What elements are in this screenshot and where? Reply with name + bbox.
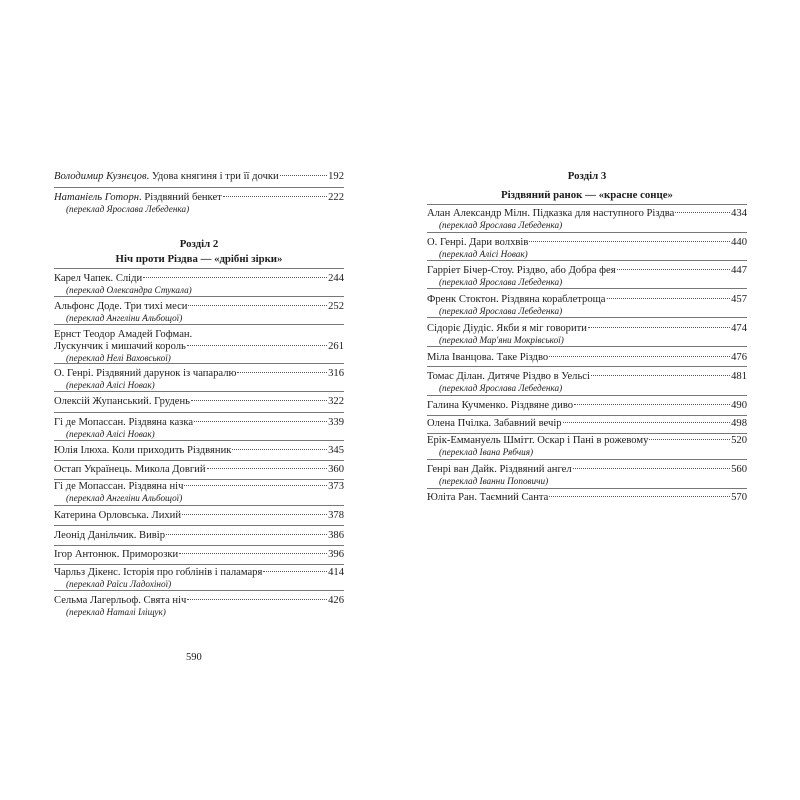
entry-title: Міла Іванцова. Таке Різдво bbox=[427, 352, 549, 363]
toc-entry[interactable] bbox=[427, 294, 747, 317]
entry-title: Сельма Лагерльоф. Свята ніч bbox=[54, 595, 187, 606]
leader-dots bbox=[675, 212, 730, 213]
entry-translator: (переклад Мар'яни Мокрівської) bbox=[439, 335, 564, 345]
leader-dots bbox=[529, 241, 730, 242]
toc-entry[interactable] bbox=[54, 329, 344, 364]
leader-dots bbox=[549, 356, 730, 357]
entry-page: 520 bbox=[731, 435, 747, 446]
entry-page: 457 bbox=[731, 294, 747, 305]
toc-entry[interactable] bbox=[54, 301, 344, 324]
entry-page: 396 bbox=[328, 549, 344, 560]
toc-entry[interactable] bbox=[54, 567, 344, 590]
entry-title: О. Генрі. Різдвяний дарунок із чапаралю bbox=[54, 368, 237, 379]
leader-dots bbox=[573, 468, 730, 469]
entry-separator bbox=[54, 268, 344, 269]
entry-title: Галина Кучменко. Різдвяне диво bbox=[427, 400, 574, 411]
entry-translator: (переклад Івана Рябчия) bbox=[439, 447, 534, 457]
entry-page: 426 bbox=[328, 595, 344, 606]
entry-translator: (переклад Іванни Поповичи) bbox=[439, 476, 549, 486]
leader-dots bbox=[263, 571, 327, 572]
entry-translator: (переклад Алісі Новак) bbox=[439, 249, 528, 259]
entry-page: 252 bbox=[328, 301, 344, 312]
toc-entry[interactable] bbox=[54, 417, 344, 440]
toc-entry[interactable] bbox=[427, 352, 747, 364]
entry-translator: (переклад Наталі Іліщук) bbox=[66, 607, 166, 617]
toc-entry[interactable] bbox=[54, 481, 344, 504]
entry-page: 476 bbox=[731, 352, 747, 363]
entry-page: 474 bbox=[731, 323, 747, 334]
leader-dots bbox=[574, 404, 730, 405]
toc-entry[interactable] bbox=[427, 400, 747, 412]
toc-entry[interactable] bbox=[427, 237, 747, 260]
entry-separator bbox=[427, 488, 747, 489]
leader-dots bbox=[591, 375, 730, 376]
entry-separator bbox=[54, 324, 344, 325]
leader-dots bbox=[588, 327, 730, 328]
entry-title: Чарльз Дікенс. Історія про гоблінів і паламаря bbox=[54, 567, 263, 578]
entry-separator bbox=[54, 363, 344, 364]
entry-author: Володимир Кузнєцов bbox=[54, 171, 147, 182]
toc-entry[interactable] bbox=[427, 323, 747, 346]
entry-page: 481 bbox=[731, 371, 747, 382]
entry-title: Гі де Мопассан. Різдвяна ніч bbox=[54, 481, 184, 492]
entry-separator bbox=[427, 288, 747, 289]
entry-page: 222 bbox=[328, 192, 344, 203]
leader-dots bbox=[232, 449, 327, 450]
entry-page: 498 bbox=[731, 418, 747, 429]
entry-page: 192 bbox=[328, 171, 344, 182]
entry-title: Альфонс Доде. Три тихі меси bbox=[54, 301, 188, 312]
entry-page: 386 bbox=[328, 530, 344, 541]
entry-title: Томас Ділан. Дитяче Різдво в Уельсі bbox=[427, 371, 590, 382]
entry-separator bbox=[54, 440, 344, 441]
entry-separator bbox=[427, 459, 747, 460]
entry-separator bbox=[427, 204, 747, 205]
entry-translator: (переклад Ярослава Лебеденка) bbox=[66, 204, 190, 214]
section-subtitle: Різдвяний ранок — «красне сонце» bbox=[501, 189, 673, 201]
entry-title: Остап Українець. Микола Довгий bbox=[54, 464, 206, 475]
leader-dots bbox=[549, 496, 730, 497]
leader-dots bbox=[188, 305, 327, 306]
leader-dots bbox=[194, 421, 327, 422]
leader-dots bbox=[191, 400, 327, 401]
entry-title: Карел Чапек. Сліди bbox=[54, 273, 143, 284]
leader-dots bbox=[187, 599, 327, 600]
entry-translator: (переклад Алісі Новак) bbox=[66, 429, 155, 439]
entry-title: Юліта Ран. Таємний Санта bbox=[427, 492, 549, 503]
entry-page: 570 bbox=[731, 492, 747, 503]
entry-translator: (переклад Олександра Стукала) bbox=[66, 285, 192, 295]
entry-separator bbox=[54, 479, 344, 480]
entry-translator: (переклад Ярослава Лебеденка) bbox=[439, 220, 563, 230]
entry-title: О. Генрі. Дари волхвів bbox=[427, 237, 529, 248]
entry-page: 490 bbox=[731, 400, 747, 411]
leader-dots bbox=[179, 553, 327, 554]
section-title: Розділ 2 bbox=[179, 238, 219, 250]
entry-translator: (переклад Алісі Новак) bbox=[66, 380, 155, 390]
entry-page: 345 bbox=[328, 445, 344, 456]
entry-title: Френк Стоктон. Різдвяна кораблетроща bbox=[427, 294, 606, 305]
entry-separator bbox=[427, 317, 747, 318]
entry-page: 261 bbox=[328, 341, 344, 352]
section-subtitle: Ніч проти Різдва — «дрібні зірки» bbox=[115, 253, 283, 265]
entry-separator bbox=[427, 395, 747, 396]
entry-page: 322 bbox=[328, 396, 344, 407]
toc-entry[interactable] bbox=[54, 368, 344, 391]
entry-separator bbox=[54, 296, 344, 297]
leader-dots bbox=[280, 175, 327, 176]
entry-translator: (переклад Ярослава Лебеденка) bbox=[439, 277, 563, 287]
toc-entry[interactable] bbox=[54, 510, 344, 522]
toc-entry[interactable] bbox=[54, 192, 344, 215]
toc-entry[interactable] bbox=[427, 208, 747, 231]
toc-entry[interactable] bbox=[54, 171, 344, 183]
entry-title: Гарріет Бічер-Стоу. Різдво, або Добра фея bbox=[427, 265, 616, 276]
entry-title: . Удова княгиня і три її дочки bbox=[146, 171, 279, 182]
entry-page: 434 bbox=[731, 208, 747, 219]
entry-separator bbox=[427, 232, 747, 233]
leader-dots bbox=[207, 468, 328, 469]
entry-author: Натаніель Готорн bbox=[54, 192, 140, 203]
toc-entry[interactable] bbox=[54, 595, 344, 618]
toc-entry[interactable] bbox=[427, 371, 747, 394]
entry-translator: (переклад Ангеліни Альбощої) bbox=[66, 313, 183, 323]
entry-title: Юлія Ілюха. Коли приходить Різдвяник bbox=[54, 445, 232, 456]
entry-page: 560 bbox=[731, 464, 747, 475]
entry-separator bbox=[54, 525, 344, 526]
entry-title: Ерік-Еммануель Шмітт. Оскар і Пані в рожевому bbox=[427, 435, 649, 446]
entry-page: 447 bbox=[731, 265, 747, 276]
toc-entry[interactable] bbox=[54, 273, 344, 296]
entry-title: Леонід Данільчик. Вивір bbox=[54, 530, 166, 541]
leader-dots bbox=[617, 269, 731, 270]
entry-separator bbox=[427, 415, 747, 416]
entry-separator bbox=[54, 545, 344, 546]
entry-translator: (переклад Раїси Ладохіної) bbox=[66, 579, 172, 589]
entry-separator bbox=[427, 346, 747, 347]
entry-separator bbox=[427, 366, 747, 367]
leader-dots bbox=[166, 534, 327, 535]
entry-title: Катерина Орловська. Лихий bbox=[54, 510, 182, 521]
entry-separator bbox=[54, 412, 344, 413]
entry-page: 414 bbox=[328, 567, 344, 578]
leader-dots bbox=[184, 485, 327, 486]
entry-title: Сідоріє Діудіс. Якби я міг говорити bbox=[427, 323, 587, 334]
entry-translator: (переклад Ярослава Лебеденка) bbox=[439, 383, 563, 393]
entry-separator bbox=[54, 391, 344, 392]
leader-dots bbox=[607, 298, 731, 299]
toc-entry[interactable] bbox=[54, 445, 344, 457]
entry-separator bbox=[54, 505, 344, 506]
toc-entry[interactable] bbox=[54, 396, 344, 408]
toc-entry[interactable] bbox=[54, 549, 344, 561]
section-title: Розділ 3 bbox=[567, 170, 607, 182]
entry-page: 339 bbox=[328, 417, 344, 428]
entry-separator bbox=[54, 460, 344, 461]
entry-page: 378 bbox=[328, 510, 344, 521]
leader-dots bbox=[563, 422, 731, 423]
entry-page: 373 bbox=[328, 481, 344, 492]
entry-page: 316 bbox=[328, 368, 344, 379]
entry-separator bbox=[54, 564, 344, 565]
entry-author-line: Ернст Теодор Амадей Гофман. bbox=[54, 329, 193, 340]
toc-entry[interactable] bbox=[54, 530, 344, 542]
entry-separator bbox=[54, 590, 344, 591]
leader-dots bbox=[143, 277, 327, 278]
entry-title: Генрі ван Дайк. Різдвяний ангел bbox=[427, 464, 572, 475]
toc-entry[interactable] bbox=[54, 464, 344, 476]
entry-translator: (переклад Нелі Ваховської) bbox=[66, 353, 171, 363]
entry-separator bbox=[427, 433, 747, 434]
leader-dots bbox=[223, 196, 327, 197]
entry-page: 360 bbox=[328, 464, 344, 475]
entry-page: 244 bbox=[328, 273, 344, 284]
entry-title: Олена Пчілка. Забавний вечір bbox=[427, 418, 562, 429]
entry-title: Олексій Жупанський. Грудень bbox=[54, 396, 190, 407]
leader-dots bbox=[187, 345, 327, 346]
entry-title: Лускунчик і мишачий король bbox=[54, 341, 186, 352]
entry-title: Ігор Антонюк. Приморозки bbox=[54, 549, 179, 560]
entry-title: Гі де Мопассан. Різдвяна казка bbox=[54, 417, 194, 428]
entry-title: Алан Александр Мілн. Підказка для наступного Різдва bbox=[427, 208, 675, 219]
toc-entry[interactable] bbox=[427, 492, 747, 504]
toc-entry[interactable] bbox=[427, 435, 747, 458]
entry-translator: (переклад Ярослава Лебеденка) bbox=[439, 306, 563, 316]
toc-entry[interactable] bbox=[427, 464, 747, 487]
entry-separator bbox=[54, 187, 344, 188]
toc-entry[interactable] bbox=[427, 418, 747, 430]
page-number: 590 bbox=[186, 652, 202, 663]
leader-dots bbox=[649, 439, 730, 440]
leader-dots bbox=[182, 514, 327, 515]
entry-title: . Різдвяний бенкет bbox=[139, 192, 222, 203]
entry-separator bbox=[427, 260, 747, 261]
leader-dots bbox=[237, 372, 327, 373]
entry-page: 440 bbox=[731, 237, 747, 248]
toc-entry[interactable] bbox=[427, 265, 747, 288]
entry-translator: (переклад Ангеліни Альбощої) bbox=[66, 493, 183, 503]
